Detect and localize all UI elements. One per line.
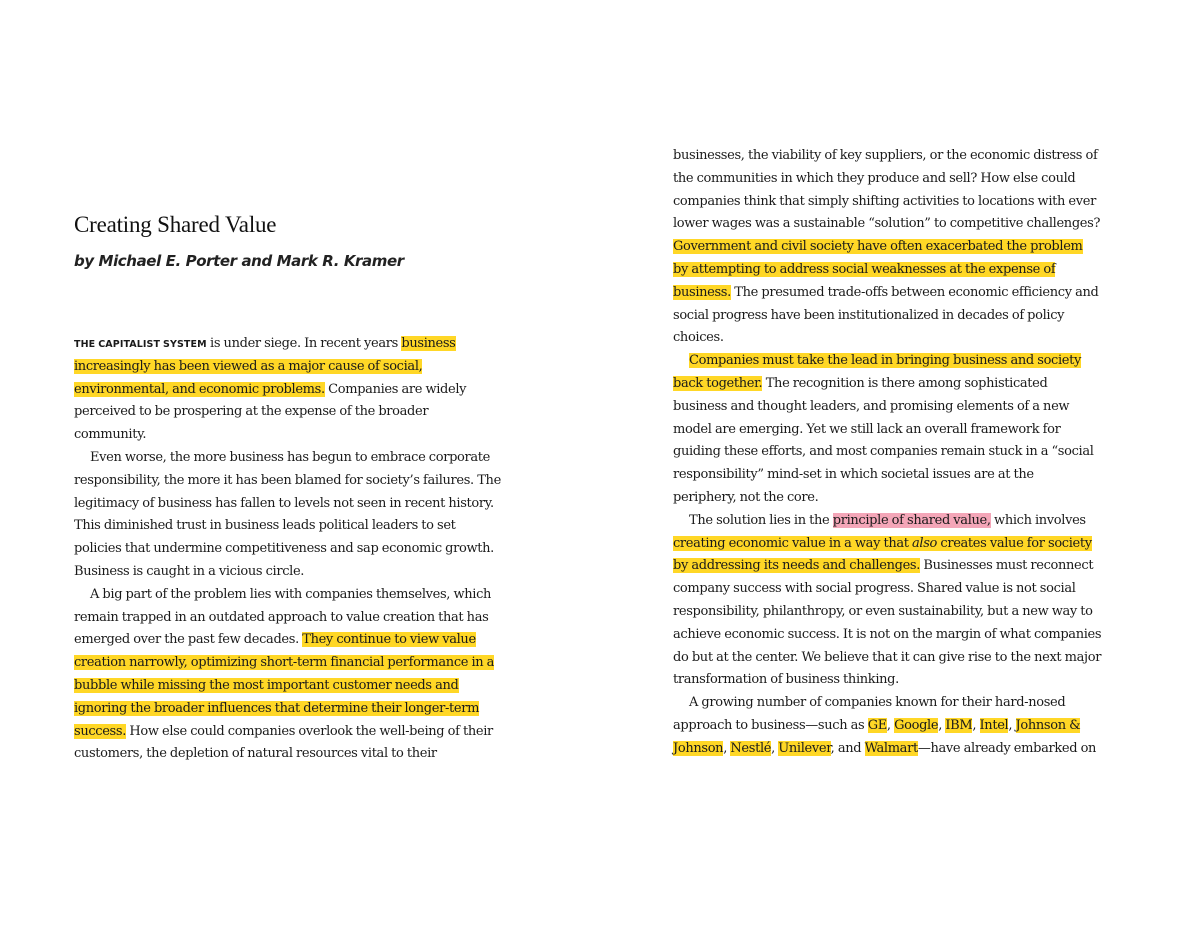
text-line: [74, 538, 501, 561]
article-byline: by Michael E. Porter and Mark R. Kramer: [74, 252, 404, 270]
lead-in-small-caps: THE CAPITALIST SYSTEM: [74, 339, 207, 350]
text-line: [74, 629, 501, 652]
text-line: [74, 675, 501, 698]
text-line: [74, 447, 501, 470]
highlight-yellow: creating economic value in a way that: [673, 535, 912, 551]
text-line: [74, 493, 501, 516]
text-segment: Even worse, the more business has begun to embrace corporate: [90, 449, 491, 465]
text-line: [673, 692, 1101, 715]
text-segment: social progress have been institutionalized in decades of policy: [673, 307, 1065, 323]
text-line: [74, 652, 501, 675]
text-line: [74, 584, 501, 607]
highlight-yellow: IBM: [945, 717, 973, 733]
text-segment: ,: [771, 740, 779, 756]
text-line: [74, 607, 501, 630]
text-segment: lower wages was a sustainable “solution” to competitive challenges?: [673, 216, 1101, 232]
text-segment: company success with social progress. Shared value is not social: [673, 581, 1076, 597]
text-line: [74, 515, 501, 538]
text-segment: A big part of the problem lies with companies themselves, which: [90, 586, 492, 602]
text-segment: businesses, the viability of key suppliers, or the economic distress of: [673, 148, 1098, 163]
highlight-yellow: business: [401, 336, 456, 351]
highlight-yellow: Nestlé: [730, 740, 772, 756]
text-line: [673, 510, 1101, 533]
text-line: [74, 698, 501, 721]
text-line: [673, 464, 1101, 487]
highlight-yellow: also: [912, 535, 938, 551]
text-line: [673, 441, 1101, 464]
highlight-yellow: Johnson &: [1015, 717, 1081, 733]
highlight-yellow: Companies must take the lead in bringing business and society: [689, 353, 1082, 369]
text-line: [673, 305, 1101, 328]
highlight-yellow: creates value for society: [937, 535, 1092, 551]
highlight-yellow: increasingly has been viewed as a major cause of social,: [74, 358, 423, 374]
text-segment: responsibility, philanthropy, or even sustainability, but a new way to: [673, 603, 1093, 619]
highlight-yellow: They continue to view value: [302, 632, 476, 648]
text-segment: —have already embarked on: [917, 740, 1097, 756]
text-segment: transformation of business thinking.: [673, 672, 899, 688]
text-line: [74, 561, 501, 584]
highlight-yellow: environmental, and economic problems.: [74, 381, 325, 397]
text-line: [673, 578, 1101, 601]
text-segment: model are emerging. Yet we still lack an overall framework for: [673, 421, 1061, 437]
text-segment: , and: [830, 740, 865, 756]
text-line: [673, 373, 1101, 396]
text-line: [673, 487, 1101, 510]
text-line: [673, 259, 1101, 282]
text-segment: customers, the depletion of natural resources vital to their: [74, 746, 437, 762]
text-segment: guiding these efforts, and most companies remain stuck in a “social: [673, 444, 1094, 460]
text-segment: the communities in which they produce and sell? How else could: [673, 170, 1076, 186]
text-segment: The solution lies in the: [689, 512, 833, 528]
text-segment: approach to business—such as: [673, 717, 868, 733]
text-line: [673, 533, 1101, 556]
highlight-yellow: success.: [74, 723, 126, 739]
text-segment: A growing number of companies known for their hard-nosed: [689, 695, 1066, 711]
text-segment: choices.: [673, 330, 724, 346]
text-segment: ,: [938, 717, 946, 733]
text-line: [673, 236, 1101, 259]
text-line: [673, 555, 1101, 578]
text-segment: ,: [1008, 717, 1016, 733]
text-line: [673, 213, 1101, 236]
text-segment: remain trapped in an outdated approach to value creation that has: [74, 609, 489, 625]
text-segment: do but at the center. We believe that it can give rise to the next major: [673, 649, 1102, 665]
highlight-yellow: Intel: [979, 717, 1009, 733]
text-segment: Business is caught in a vicious circle.: [74, 563, 305, 579]
highlight-yellow: GE: [867, 717, 887, 733]
text-segment: Businesses must reconnect: [920, 558, 1094, 574]
text-segment: which involves: [990, 512, 1086, 528]
text-segment: business and thought leaders, and promising elements of a new: [673, 398, 1070, 414]
text-segment: emerged over the past few decades.: [74, 632, 303, 648]
highlight-yellow: creation narrowly, optimizing short-term financial performance in a: [74, 655, 495, 671]
highlight-yellow: by attempting to address social weaknesses at the expense of: [673, 261, 1056, 277]
text-line: [673, 396, 1101, 419]
highlight-yellow: Google: [894, 717, 939, 733]
text-line: [673, 419, 1101, 442]
text-segment: legitimacy of business has fallen to levels not seen in recent history.: [74, 495, 494, 511]
text-line: [74, 470, 501, 493]
text-line: [673, 601, 1101, 624]
text-segment: perceived to be prospering at the expense of the broader: [74, 404, 429, 420]
highlight-yellow: Johnson: [673, 740, 724, 756]
highlight-yellow: back together.: [673, 375, 763, 391]
highlight-yellow: by addressing its needs and challenges.: [673, 558, 921, 574]
text-segment: How else could companies overlook the well-being of their: [125, 723, 493, 739]
text-line: [74, 721, 501, 744]
text-segment: The presumed trade-offs between economic efficiency and: [730, 284, 1099, 300]
text-line: [673, 647, 1101, 670]
highlight-yellow: Government and civil society have often exacerbated the problem: [673, 239, 1083, 255]
right-page-body: [673, 145, 1101, 761]
article-title: Creating Shared Value: [74, 212, 277, 237]
text-segment: periphery, not the core.: [673, 489, 819, 505]
highlight-yellow: business.: [673, 284, 731, 300]
text-segment: policies that undermine competitiveness and sap economic growth.: [74, 541, 494, 557]
text-line: [673, 327, 1101, 350]
highlight-yellow: ignoring the broader influences that determine their longer-term: [74, 700, 480, 716]
highlight-yellow: Unilever: [778, 740, 831, 756]
left-page-body: [74, 333, 501, 766]
highlight-yellow: bubble while missing the most important customer needs and: [74, 677, 459, 693]
text-segment: Companies are widely: [324, 381, 467, 397]
text-segment: achieve economic success. It is not on the margin of what companies: [673, 626, 1102, 642]
text-line: [673, 669, 1101, 692]
text-segment: ,: [972, 717, 980, 733]
text-line: [74, 356, 501, 379]
text-line: [673, 168, 1101, 191]
text-line: [74, 333, 501, 356]
highlight-pink: principle of shared value,: [832, 512, 991, 528]
text-line: [673, 624, 1101, 647]
text-line: [74, 424, 501, 447]
text-segment: is under siege. In recent years: [206, 336, 402, 351]
text-segment: responsibility” mind-set in which societal issues are at the: [673, 467, 1034, 483]
text-line: [673, 350, 1101, 373]
text-segment: The recognition is there among sophisticated: [762, 375, 1048, 391]
highlight-yellow: Walmart: [864, 740, 918, 756]
text-segment: ,: [886, 717, 895, 733]
text-line: [673, 191, 1101, 214]
text-segment: This diminished trust in business leads political leaders to set: [74, 518, 456, 534]
text-segment: responsibility, the more it has been blamed for society’s failures. The: [74, 472, 501, 488]
text-line: [74, 401, 501, 424]
text-line: [673, 145, 1101, 168]
text-line: [673, 715, 1101, 738]
text-segment: ,: [723, 740, 731, 756]
text-segment: companies think that simply shifting activities to locations with ever: [673, 193, 1096, 209]
text-line: [673, 282, 1101, 305]
text-line: [673, 738, 1101, 761]
text-segment: community.: [74, 427, 147, 443]
text-line: [74, 379, 501, 402]
text-line: [74, 743, 501, 766]
